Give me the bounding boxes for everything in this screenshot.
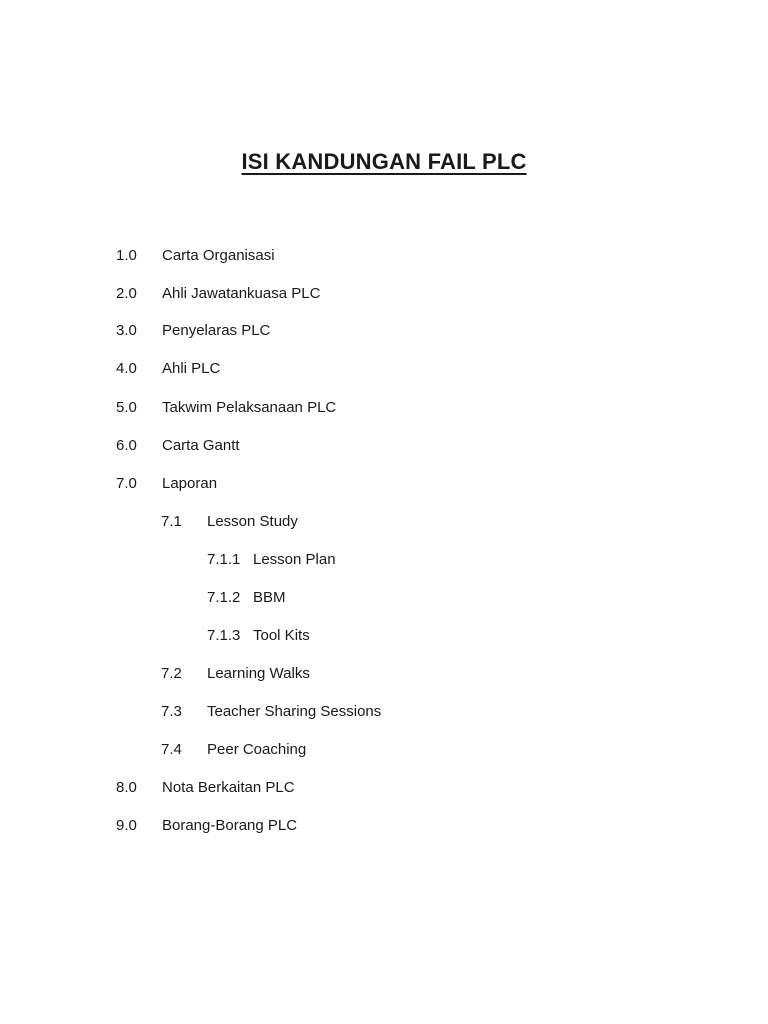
toc-entry-label: Nota Berkaitan PLC — [162, 779, 295, 796]
toc-entry-number: 6.0 — [116, 437, 137, 454]
page-title-text: ISI KANDUNGAN FAIL PLC — [241, 149, 527, 174]
toc-entry-number: 5.0 — [116, 399, 137, 416]
toc-entry-number: 7.1.2 — [207, 589, 241, 606]
toc-entry-label: Lesson Plan — [253, 551, 336, 568]
toc-entry-label: Laporan — [162, 475, 218, 492]
toc-entry-label: BBM — [253, 589, 286, 606]
toc-entry-label: Teacher Sharing Sessions — [207, 703, 382, 720]
toc-entry-label: Penyelaras PLC — [162, 322, 271, 339]
toc-entry-label: Ahli PLC — [162, 360, 221, 377]
toc-entry-label: Carta Gantt — [162, 437, 240, 454]
toc-entry-number: 7.1.1 — [207, 551, 241, 568]
toc-entry-number: 7.4 — [161, 741, 182, 758]
toc-entry-number: 1.0 — [116, 247, 137, 264]
toc-entry-label: Borang-Borang PLC — [162, 817, 298, 834]
toc-entry-label: Lesson Study — [207, 513, 298, 530]
toc-entry-number: 4.0 — [116, 360, 137, 377]
toc-entry-label: Takwim Pelaksanaan PLC — [162, 399, 337, 416]
toc-entry-number: 7.1 — [161, 513, 182, 530]
toc-entry-number: 7.2 — [161, 665, 182, 682]
toc-entry-number: 7.0 — [116, 475, 137, 492]
toc-entry-number: 3.0 — [116, 322, 137, 339]
toc-entry-label: Tool Kits — [253, 627, 310, 644]
toc-entry-number: 2.0 — [116, 285, 137, 302]
toc-entry-number: 9.0 — [116, 817, 137, 834]
toc-entry-label: Ahli Jawatankuasa PLC — [162, 285, 321, 302]
toc-entry-label: Learning Walks — [207, 665, 310, 682]
toc-entry-number: 8.0 — [116, 779, 137, 796]
toc-entry-number: 7.3 — [161, 703, 182, 720]
toc-entry-number: 7.1.3 — [207, 627, 241, 644]
toc-entry-label: Carta Organisasi — [162, 247, 275, 264]
toc-entry-label: Peer Coaching — [207, 741, 307, 758]
